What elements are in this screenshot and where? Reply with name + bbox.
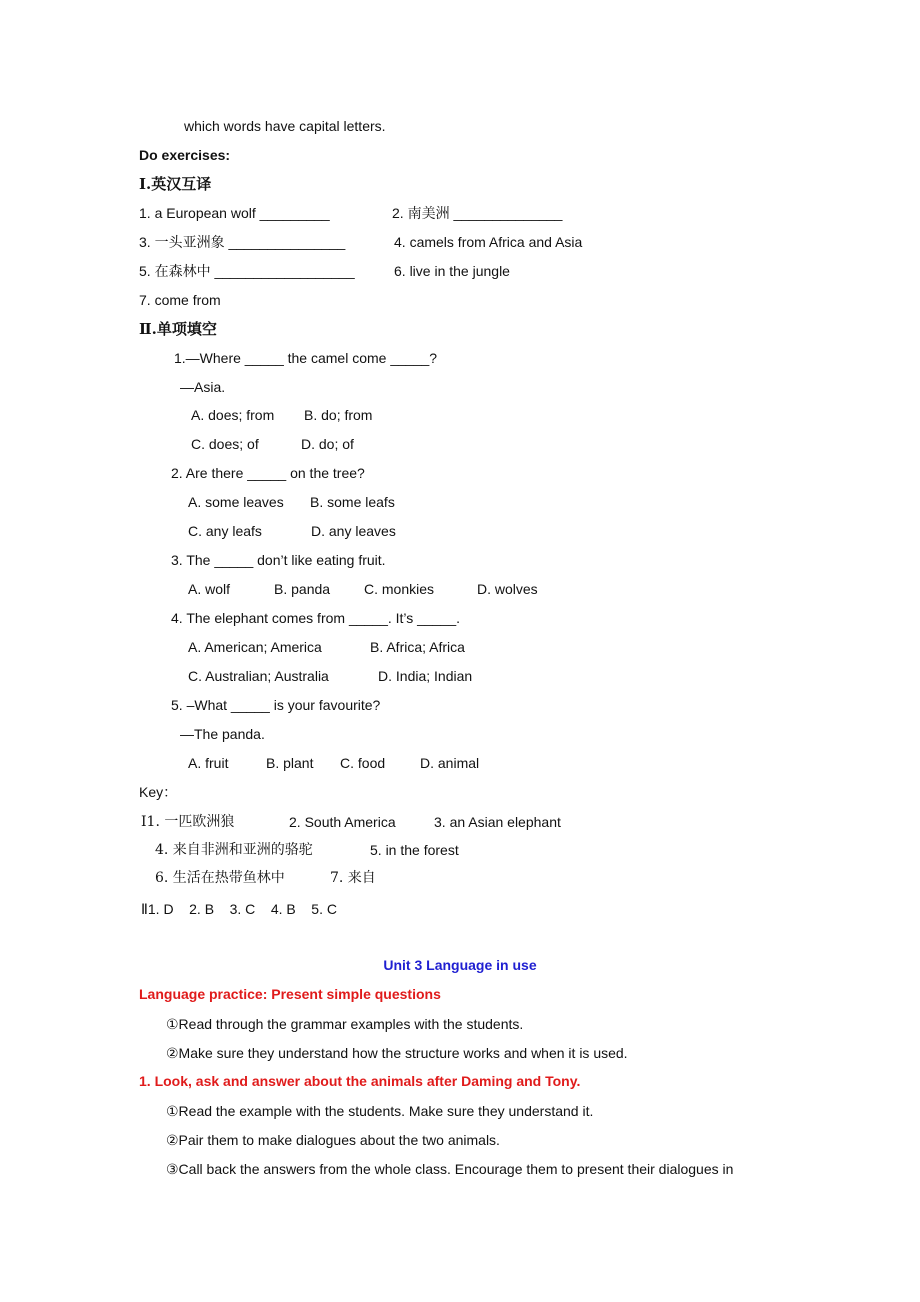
q3-option-b: B. panda (274, 581, 331, 597)
q3-question: 3. The _____ don’t like eating fruit. (171, 552, 386, 568)
q5-answer-line: —The panda. (180, 726, 265, 742)
unit-title: Unit 3 Language in use (383, 957, 537, 973)
language-practice-heading: Language practice: Present simple questions (139, 986, 441, 1002)
q4-option-c: C. Australian; Australia (188, 668, 329, 684)
act1-item-2: ②Pair them to make dialogues about the two animals. (166, 1132, 500, 1148)
section2-title: Ⅱ.单项填空 (139, 320, 217, 338)
q5-option-c: C. food (340, 755, 386, 771)
key-1-a: Ⅰ1. 一匹欧洲狼 (141, 814, 235, 830)
s1-item-4: 4. camels from Africa and Asia (394, 234, 583, 250)
s1-item-5: 5. 在森林中 __________________ (139, 263, 355, 279)
act1-item-1: ①Read the example with the students. Make sure they understand it. (166, 1103, 594, 1119)
q1-option-b: B. do; from (304, 407, 373, 423)
key-1-c: 3. an Asian elephant (434, 814, 561, 830)
intro-line: which words have capital letters. (184, 118, 386, 134)
act1-item-3: ③Call back the answers from the whole class. Encourage them to present their dialogues in (166, 1161, 734, 1177)
s1-item-7: 7. come from (139, 292, 221, 308)
s1-item-1: 1. a European wolf _________ (139, 205, 330, 221)
q3-option-d: D. wolves (477, 581, 538, 597)
lp-item-2: ②Make sure they understand how the structure works and when it is used. (166, 1045, 628, 1061)
activity1-heading: 1. Look, ask and answer about the animals after Daming and Tony. (139, 1073, 581, 1089)
key-4: Ⅱ1. D 2. B 3. C 4. B 5. C (141, 901, 337, 917)
q3-option-c: C. monkies (364, 581, 435, 597)
q1-option-c: C. does; of (191, 436, 259, 452)
lp-item-1: ①Read through the grammar examples with the students. (166, 1016, 524, 1032)
exercises-heading: Do exercises: (139, 147, 231, 163)
section1-title: Ⅰ.英汉互译 (139, 175, 212, 193)
q3-option-a: A. wolf (188, 581, 231, 597)
s1-item-2: 2. 南美洲 ______________ (392, 205, 563, 221)
q5-option-a: A. fruit (188, 755, 229, 771)
q1-question: 1.—Where _____ the camel come _____? (174, 350, 438, 366)
key-label: Key： (139, 784, 178, 800)
s1-item-3: 3. 一头亚洲象 _______________ (139, 234, 346, 250)
q5-question: 5. –What _____ is your favourite? (171, 697, 381, 713)
q2-option-d: D. any leaves (311, 523, 396, 539)
q4-option-b: B. Africa; Africa (370, 639, 465, 655)
q2-option-b: B. some leafs (310, 494, 395, 510)
q5-option-d: D. animal (420, 755, 480, 771)
q4-option-d: D. India; Indian (378, 668, 473, 684)
s1-item-6: 6. live in the jungle (394, 263, 510, 279)
q2-option-a: A. some leaves (188, 494, 284, 510)
key-3-b: 7. 来自 (330, 870, 376, 886)
q1-option-d: D. do; of (301, 436, 354, 452)
key-2-a: 4. 来自非洲和亚洲的骆驼 (155, 842, 313, 858)
q1-answer-line: —Asia. (180, 379, 226, 395)
q4-question: 4. The elephant comes from _____. It’s _____. (171, 610, 461, 626)
q5-option-b: B. plant (266, 755, 314, 771)
q2-option-c: C. any leafs (188, 523, 262, 539)
q1-option-a: A. does; from (191, 407, 275, 423)
key-3-a: 6. 生活在热带鱼林中 (155, 870, 285, 886)
key-1-b: 2. South America (289, 814, 396, 830)
q2-question: 2. Are there _____ on the tree? (171, 465, 365, 481)
q4-option-a: A. American; America (188, 639, 322, 655)
key-2-b: 5. in the forest (370, 842, 459, 858)
